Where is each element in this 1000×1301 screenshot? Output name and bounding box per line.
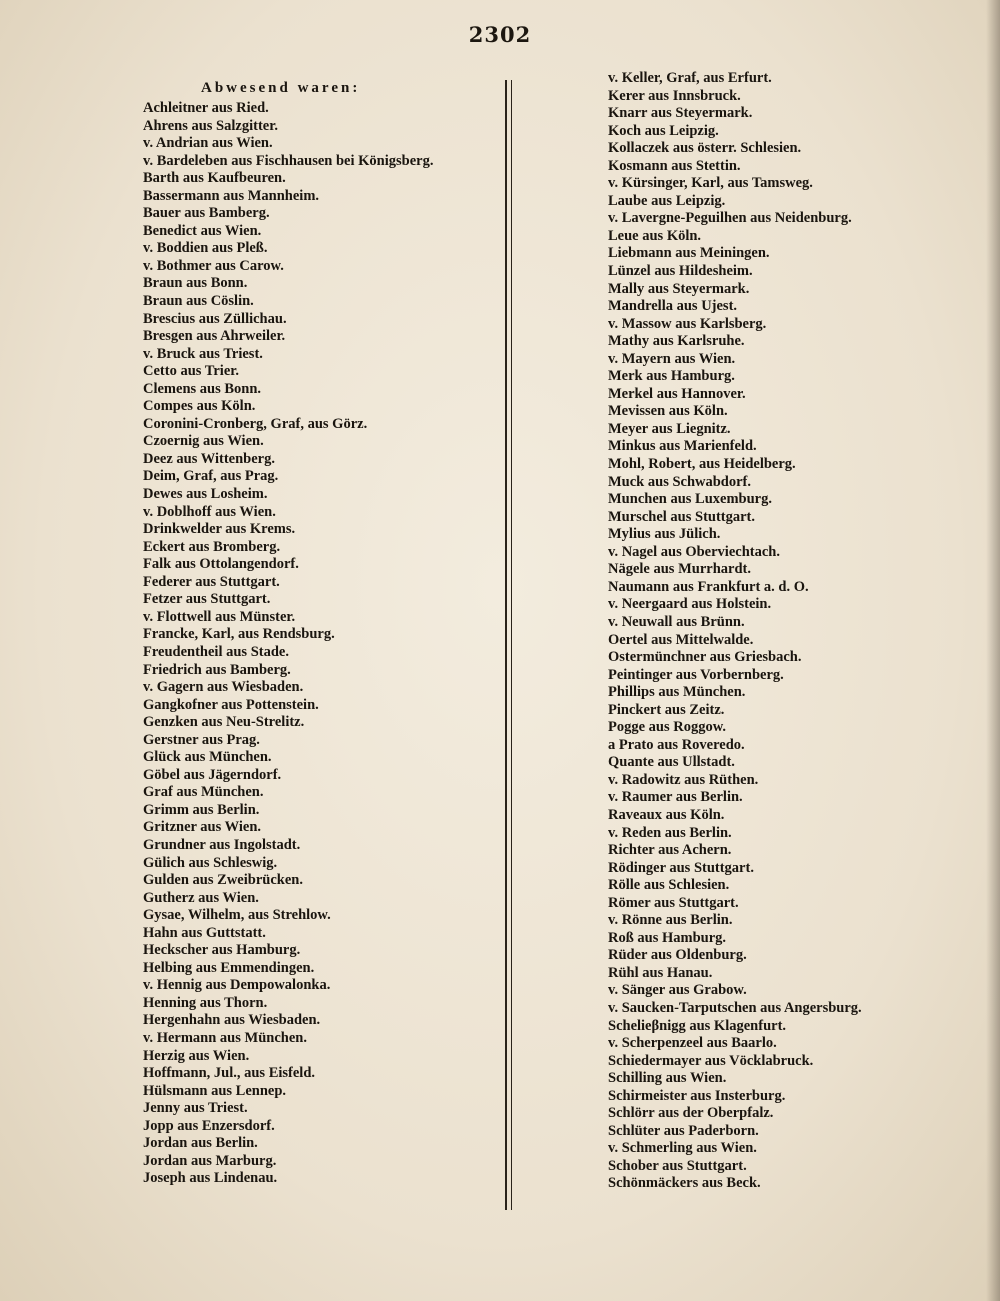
member-entry: Helbing aus Emmendingen. xyxy=(143,959,315,976)
member-entry: v. Kürsinger, Karl, aus Tamsweg. xyxy=(608,175,813,192)
member-entry: v. Flottwell aus Münster. xyxy=(143,608,296,625)
member-entry: Liebmann aus Meiningen. xyxy=(608,245,770,262)
member-entry: Mally aus Steyermark. xyxy=(608,280,750,297)
member-entry: Hergenhahn aus Wiesbaden. xyxy=(143,1012,321,1029)
section-heading: Abwesend waren: xyxy=(201,80,361,96)
member-entry: v. Massow aus Karlsberg. xyxy=(608,315,767,332)
member-entry: Nägele aus Murrhardt. xyxy=(608,561,751,578)
member-entry: Brescius aus Züllichau. xyxy=(143,310,287,327)
member-entry: v. Bothmer aus Carow. xyxy=(143,257,284,274)
member-entry: Eckert aus Bromberg. xyxy=(143,538,281,555)
member-entry: Naumann aus Frankfurt a. d. O. xyxy=(608,578,809,595)
member-entry: v. Saucken-Tarputschen aus Angersburg. xyxy=(608,999,862,1016)
member-entry: Drinkwelder aus Krems. xyxy=(143,521,296,538)
member-entry: Hahn aus Guttstatt. xyxy=(143,924,266,941)
member-entry: v. Gagern aus Wiesbaden. xyxy=(143,679,304,696)
member-entry: Schönmäckers aus Beck. xyxy=(608,1175,761,1192)
member-entry: Federer aus Stuttgart. xyxy=(143,573,280,590)
member-entry: Roß aus Hamburg. xyxy=(608,929,727,946)
member-entry: Koch aus Leipzig. xyxy=(608,122,719,139)
member-entry: Merkel aus Hannover. xyxy=(608,385,746,402)
member-entry: Herzig aus Wien. xyxy=(143,1047,250,1064)
member-entry: Gulden aus Zweibrücken. xyxy=(143,872,303,889)
member-entry: Friedrich aus Bamberg. xyxy=(143,661,291,678)
member-entry: Braun aus Bonn. xyxy=(143,275,248,292)
member-entry: Ostermünchner aus Griesbach. xyxy=(608,649,802,666)
member-entry: Heckscher aus Hamburg. xyxy=(143,942,301,959)
member-entry: Gerstner aus Prag. xyxy=(143,731,260,748)
member-entry: Oertel aus Mittelwalde. xyxy=(608,631,754,648)
member-entry: v. Neuwall aus Brünn. xyxy=(608,613,745,630)
member-entry: Göbel aus Jägerndorf. xyxy=(143,766,282,783)
member-entry: Laube aus Leipzig. xyxy=(608,192,726,209)
member-entry: Mandrella aus Ujest. xyxy=(608,298,738,315)
member-entry: Mevissen aus Köln. xyxy=(608,403,728,420)
member-entry: Gysae, Wilhelm, aus Strehlow. xyxy=(143,907,331,924)
member-entry: Richter aus Achern. xyxy=(608,842,732,859)
member-entry: v. Radowitz aus Rüthen. xyxy=(608,771,759,788)
member-entry: Römer aus Stuttgart. xyxy=(608,894,739,911)
member-entry: Dewes aus Losheim. xyxy=(143,486,268,503)
member-entry: Deez aus Wittenberg. xyxy=(143,450,275,467)
member-entry: Joseph aus Lindenau. xyxy=(143,1170,278,1187)
member-entry: Gutherz aus Wien. xyxy=(143,889,259,906)
member-entry: Pogge aus Roggow. xyxy=(608,719,727,736)
member-entry: Cetto aus Trier. xyxy=(143,363,239,380)
member-entry: v. Bardeleben aus Fischhausen bei Königsberg. xyxy=(143,152,434,169)
member-entry: Rödinger aus Stuttgart. xyxy=(608,859,754,876)
member-entry: Grimm aus Berlin. xyxy=(143,801,260,818)
member-entry: Gangkofner aus Pottenstein. xyxy=(143,696,319,713)
member-entry: Coronini-Cronberg, Graf, aus Görz. xyxy=(143,415,368,432)
member-entry: Muck aus Schwabdorf. xyxy=(608,473,752,490)
member-entry: Rühl aus Hanau. xyxy=(608,964,713,981)
member-entry: a Prato aus Roveredo. xyxy=(608,736,745,753)
member-entry: v. Mayern aus Wien. xyxy=(608,350,736,367)
member-entry: v. Doblhoff aus Wien. xyxy=(143,503,276,520)
member-entry: Schlüter aus Paderborn. xyxy=(608,1122,759,1139)
member-entry: v. Hermann aus München. xyxy=(143,1029,307,1046)
member-entry: v. Boddien aus Pleß. xyxy=(143,240,268,257)
member-entry: Mathy aus Karlsruhe. xyxy=(608,333,745,350)
absent-members-list-left xyxy=(143,100,498,1188)
member-entry: Benedict aus Wien. xyxy=(143,222,262,239)
member-entry: Schober aus Stuttgart. xyxy=(608,1157,747,1174)
member-entry: Graf aus München. xyxy=(143,784,264,801)
member-entry: v. Bruck aus Triest. xyxy=(143,345,263,362)
member-entry: Leue aus Köln. xyxy=(608,227,702,244)
member-entry: Jordan aus Marburg. xyxy=(143,1152,277,1169)
member-entry: Hülsmann aus Lennep. xyxy=(143,1082,287,1099)
member-entry: Bassermann aus Mannheim. xyxy=(143,187,320,204)
member-entry: Hoffmann, Jul., aus Eisfeld. xyxy=(143,1065,316,1082)
member-entry: Merk aus Hamburg. xyxy=(608,368,735,385)
member-entry: v. Andrian aus Wien. xyxy=(143,135,273,152)
member-entry: Jenny aus Triest. xyxy=(143,1100,248,1117)
member-entry: Bauer aus Bamberg. xyxy=(143,205,270,222)
member-entry: Murschel aus Stuttgart. xyxy=(608,508,756,525)
member-entry: Braun aus Cöslin. xyxy=(143,293,254,310)
member-entry: Czoernig aus Wien. xyxy=(143,433,264,450)
member-entry: Genzken aus Neu-Strelitz. xyxy=(143,714,305,731)
member-entry: Knarr aus Steyermark. xyxy=(608,105,753,122)
member-entry: v. Sänger aus Grabow. xyxy=(608,982,747,999)
member-entry: Schiedermayer aus Vöcklabruck. xyxy=(608,1052,814,1069)
member-entry: v. Reden aus Berlin. xyxy=(608,824,732,841)
member-entry: v. Nagel aus Oberviechtach. xyxy=(608,543,780,560)
member-entry: Compes aus Köln. xyxy=(143,398,256,415)
member-entry: Fetzer aus Stuttgart. xyxy=(143,591,271,608)
member-entry: Mohl, Robert, aus Heidelberg. xyxy=(608,456,796,473)
column-divider xyxy=(505,80,512,1210)
member-entry: Henning aus Thorn. xyxy=(143,994,268,1011)
member-entry: Clemens aus Bonn. xyxy=(143,380,262,397)
member-entry: Rüder aus Oldenburg. xyxy=(608,947,747,964)
member-entry: Minkus aus Marienfeld. xyxy=(608,438,757,455)
member-entry: v. Raumer aus Berlin. xyxy=(608,789,743,806)
member-entry: Kollaczek aus österr. Schlesien. xyxy=(608,140,802,157)
member-entry: Kosmann aus Stettin. xyxy=(608,157,741,174)
member-entry: Schilling aus Wien. xyxy=(608,1070,727,1087)
member-entry: v. Schmerling aus Wien. xyxy=(608,1140,757,1157)
member-entry: Quante aus Ullstadt. xyxy=(608,754,735,771)
member-entry: Ahrens aus Salzgitter. xyxy=(143,117,278,134)
member-entry: Kerer aus Innsbruck. xyxy=(608,87,741,104)
left-column xyxy=(143,78,498,1188)
member-entry: Deim, Graf, aus Prag. xyxy=(143,468,279,485)
member-entry: v. Keller, Graf, aus Erfurt. xyxy=(608,70,772,86)
member-entry: Schelieβnigg aus Klagenfurt. xyxy=(608,1017,787,1034)
member-entry: Lünzel aus Hildesheim. xyxy=(608,263,753,280)
member-entry: Meyer aus Liegnitz. xyxy=(608,420,731,437)
member-entry: Mylius aus Jülich. xyxy=(608,526,721,543)
member-entry: Grundner aus Ingolstadt. xyxy=(143,836,301,853)
member-entry: Falk aus Ottolangendorf. xyxy=(143,556,299,573)
member-entry: Gritzner aus Wien. xyxy=(143,819,262,836)
member-entry: v. Lavergne-Peguilhen aus Neidenburg. xyxy=(608,210,852,227)
member-entry: Rölle aus Schlesien. xyxy=(608,877,730,894)
member-entry: Schirmeister aus Insterburg. xyxy=(608,1087,786,1104)
member-entry: v. Scherpenzeel aus Baarlo. xyxy=(608,1035,777,1052)
member-entry: v. Rönne aus Berlin. xyxy=(608,912,733,929)
member-entry: Freudentheil aus Stade. xyxy=(143,643,289,660)
absent-members-list-right xyxy=(608,70,938,1193)
member-entry: Jordan aus Berlin. xyxy=(143,1135,258,1152)
member-entry: Munchen aus Luxemburg. xyxy=(608,491,772,508)
member-entry: Phillips aus München. xyxy=(608,684,746,701)
member-entry: Bresgen aus Ahrweiler. xyxy=(143,328,286,345)
member-entry: v. Hennig aus Dempowalonka. xyxy=(143,977,331,994)
page-number: 2302 xyxy=(468,22,532,47)
page-edge-shadow xyxy=(986,0,1000,1301)
member-entry: Achleitner aus Ried. xyxy=(143,100,269,116)
member-entry: Schlörr aus der Oberpfalz. xyxy=(608,1105,774,1122)
member-entry: Gülich aus Schleswig. xyxy=(143,854,278,871)
member-entry: Glück aus München. xyxy=(143,749,272,766)
member-entry: Francke, Karl, aus Rendsburg. xyxy=(143,626,335,643)
member-entry: Barth aus Kaufbeuren. xyxy=(143,170,286,187)
right-column xyxy=(608,70,938,1193)
member-entry: Jopp aus Enzersdorf. xyxy=(143,1117,275,1134)
member-entry: Raveaux aus Köln. xyxy=(608,806,725,823)
member-entry: Pinckert aus Zeitz. xyxy=(608,701,725,718)
member-entry: Peintinger aus Vorbernberg. xyxy=(608,666,784,683)
member-entry: v. Neergaard aus Holstein. xyxy=(608,596,772,613)
